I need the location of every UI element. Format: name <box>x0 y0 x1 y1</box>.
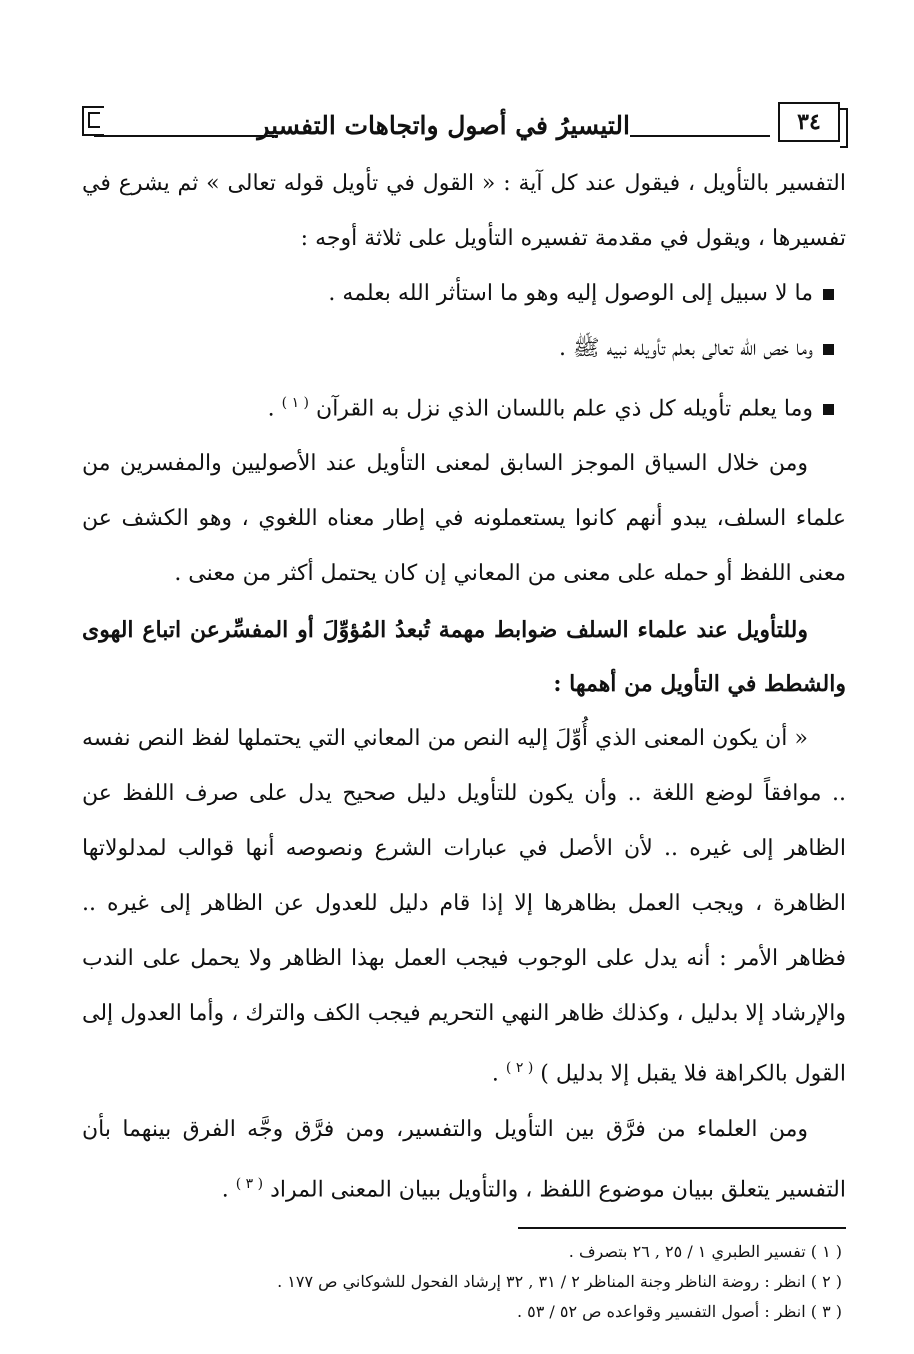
footnote-ref-3[interactable]: ( ٣ ) <box>235 1175 264 1192</box>
footnote-ref-2[interactable]: ( ٢ ) <box>505 1060 534 1077</box>
running-title: التيسيرُ في أصول واتجاهات التفسير <box>257 111 630 140</box>
header-rule-right <box>630 135 770 137</box>
footnote-2: ( ٢ ) انظر : روضة الناظر وجنة المناظر ٢ / ٣١ , ٣٢ إرشاد الفحول للشوكاني ص ١٧٧ . <box>277 1271 842 1291</box>
header-rule-left <box>94 135 278 137</box>
paragraph-3 <box>82 711 846 1101</box>
header-ornament-left <box>82 106 104 136</box>
paragraph-4-end-mark: . <box>221 1176 229 1202</box>
bullet-item-1 <box>82 266 846 321</box>
footnotes <box>82 1237 846 1327</box>
bullet-item-3 <box>82 376 846 436</box>
square-bullet-icon <box>823 289 834 300</box>
footnote-1: ( ١ ) تفسير الطبري ١ / ٢٥ , ٢٦ بتصرف . <box>568 1241 842 1261</box>
book-page <box>82 100 846 1327</box>
page-number: ٣٤ <box>778 102 840 142</box>
paragraph-1: التفسير بالتأويل ، فيقول عند كل آية : « القول في تأويل قوله تعالى » ثم يشرع في تفسيرها ، ويقول في مقدمة تفسيره التأويل على ثلاثة أوجه : <box>82 171 846 251</box>
square-bullet-icon <box>823 344 834 355</box>
page-header <box>82 100 846 156</box>
section-heading: وللتأويل عند علماء السلف ضوابط مهمة تُبعدُ المُؤوِّلَ أو المفسِّرعن اتباع الهوى والشطط في التأويل من أهمها : <box>82 617 846 698</box>
square-bullet-icon <box>823 404 834 415</box>
bullet-end-mark: . <box>267 396 275 422</box>
page-body <box>82 156 846 1217</box>
bullet-text: وما يعلم تأويله كل ذي علم باللسان الذي نزل به القرآن <box>316 396 813 422</box>
paragraph-2: ومن خلال السياق الموجز السابق لمعنى التأويل عند الأصوليين والمفسرين من علماء السلف، يبدو أنهم كانوا يستعملونه في إطار معناه اللغوي ، وهو الكشف عن معنى اللفظ أو حمله على معنى من المعاني إن كان يحتمل أكثر من معنى . <box>82 451 846 587</box>
paragraph-4 <box>82 1102 846 1217</box>
footnote-separator <box>518 1227 846 1229</box>
bullet-item-2 <box>82 321 846 376</box>
bullet-text: وما خص الله تعالى بعلم تأويله نبيه ﷺ . <box>559 336 813 361</box>
footnote-ref-1[interactable]: ( ١ ) <box>281 395 310 411</box>
quote-end-mark: . <box>491 1061 499 1087</box>
quote-text: « أن يكون المعنى الذي أُوِّلَ إليه النص من المعاني التي يحتملها لفظ النص نفسه .. موافقاً لوضع اللغة .. وأن يكون للتأويل دليل صحيح يدل على صرف اللفظ عن الظاهر إلى غيره .. لأن الأصل في عبارات الشرع ونصوصه أنها قوالب لمدلولاتها الظاهرة ، ويجب العمل بظاهرها إلا إذا قام دليل للعدول عن الظاهر إلى غيره .. فظاهر الأمر : أنه يدل على الوجوب فيجب العمل بهذا الظاهر ولا يحمل على الندب والإرشاد إلا بدليل ، وكذلك ظاهر النهي التحريم فيجب الكف والترك ، وأما العدول إلى القول بالكراهة فلا يقبل إلا بدليل ) <box>82 726 846 1087</box>
bullet-text: ما لا سبيل إلى الوصول إليه وهو ما استأثر الله بعلمه . <box>328 281 813 306</box>
paragraph-4-text: ومن العلماء من فرَّق بين التأويل والتفسير، ومن فرَّق وجَّه الفرق بينهما بأن التفسير يتعلق ببيان موضوع اللفظ ، والتأويل ببيان المعنى المراد <box>82 1116 846 1202</box>
footnote-3: ( ٣ ) انظر : أصول التفسير وقواعده ص ٥٢ / ٥٣ . <box>516 1301 842 1321</box>
